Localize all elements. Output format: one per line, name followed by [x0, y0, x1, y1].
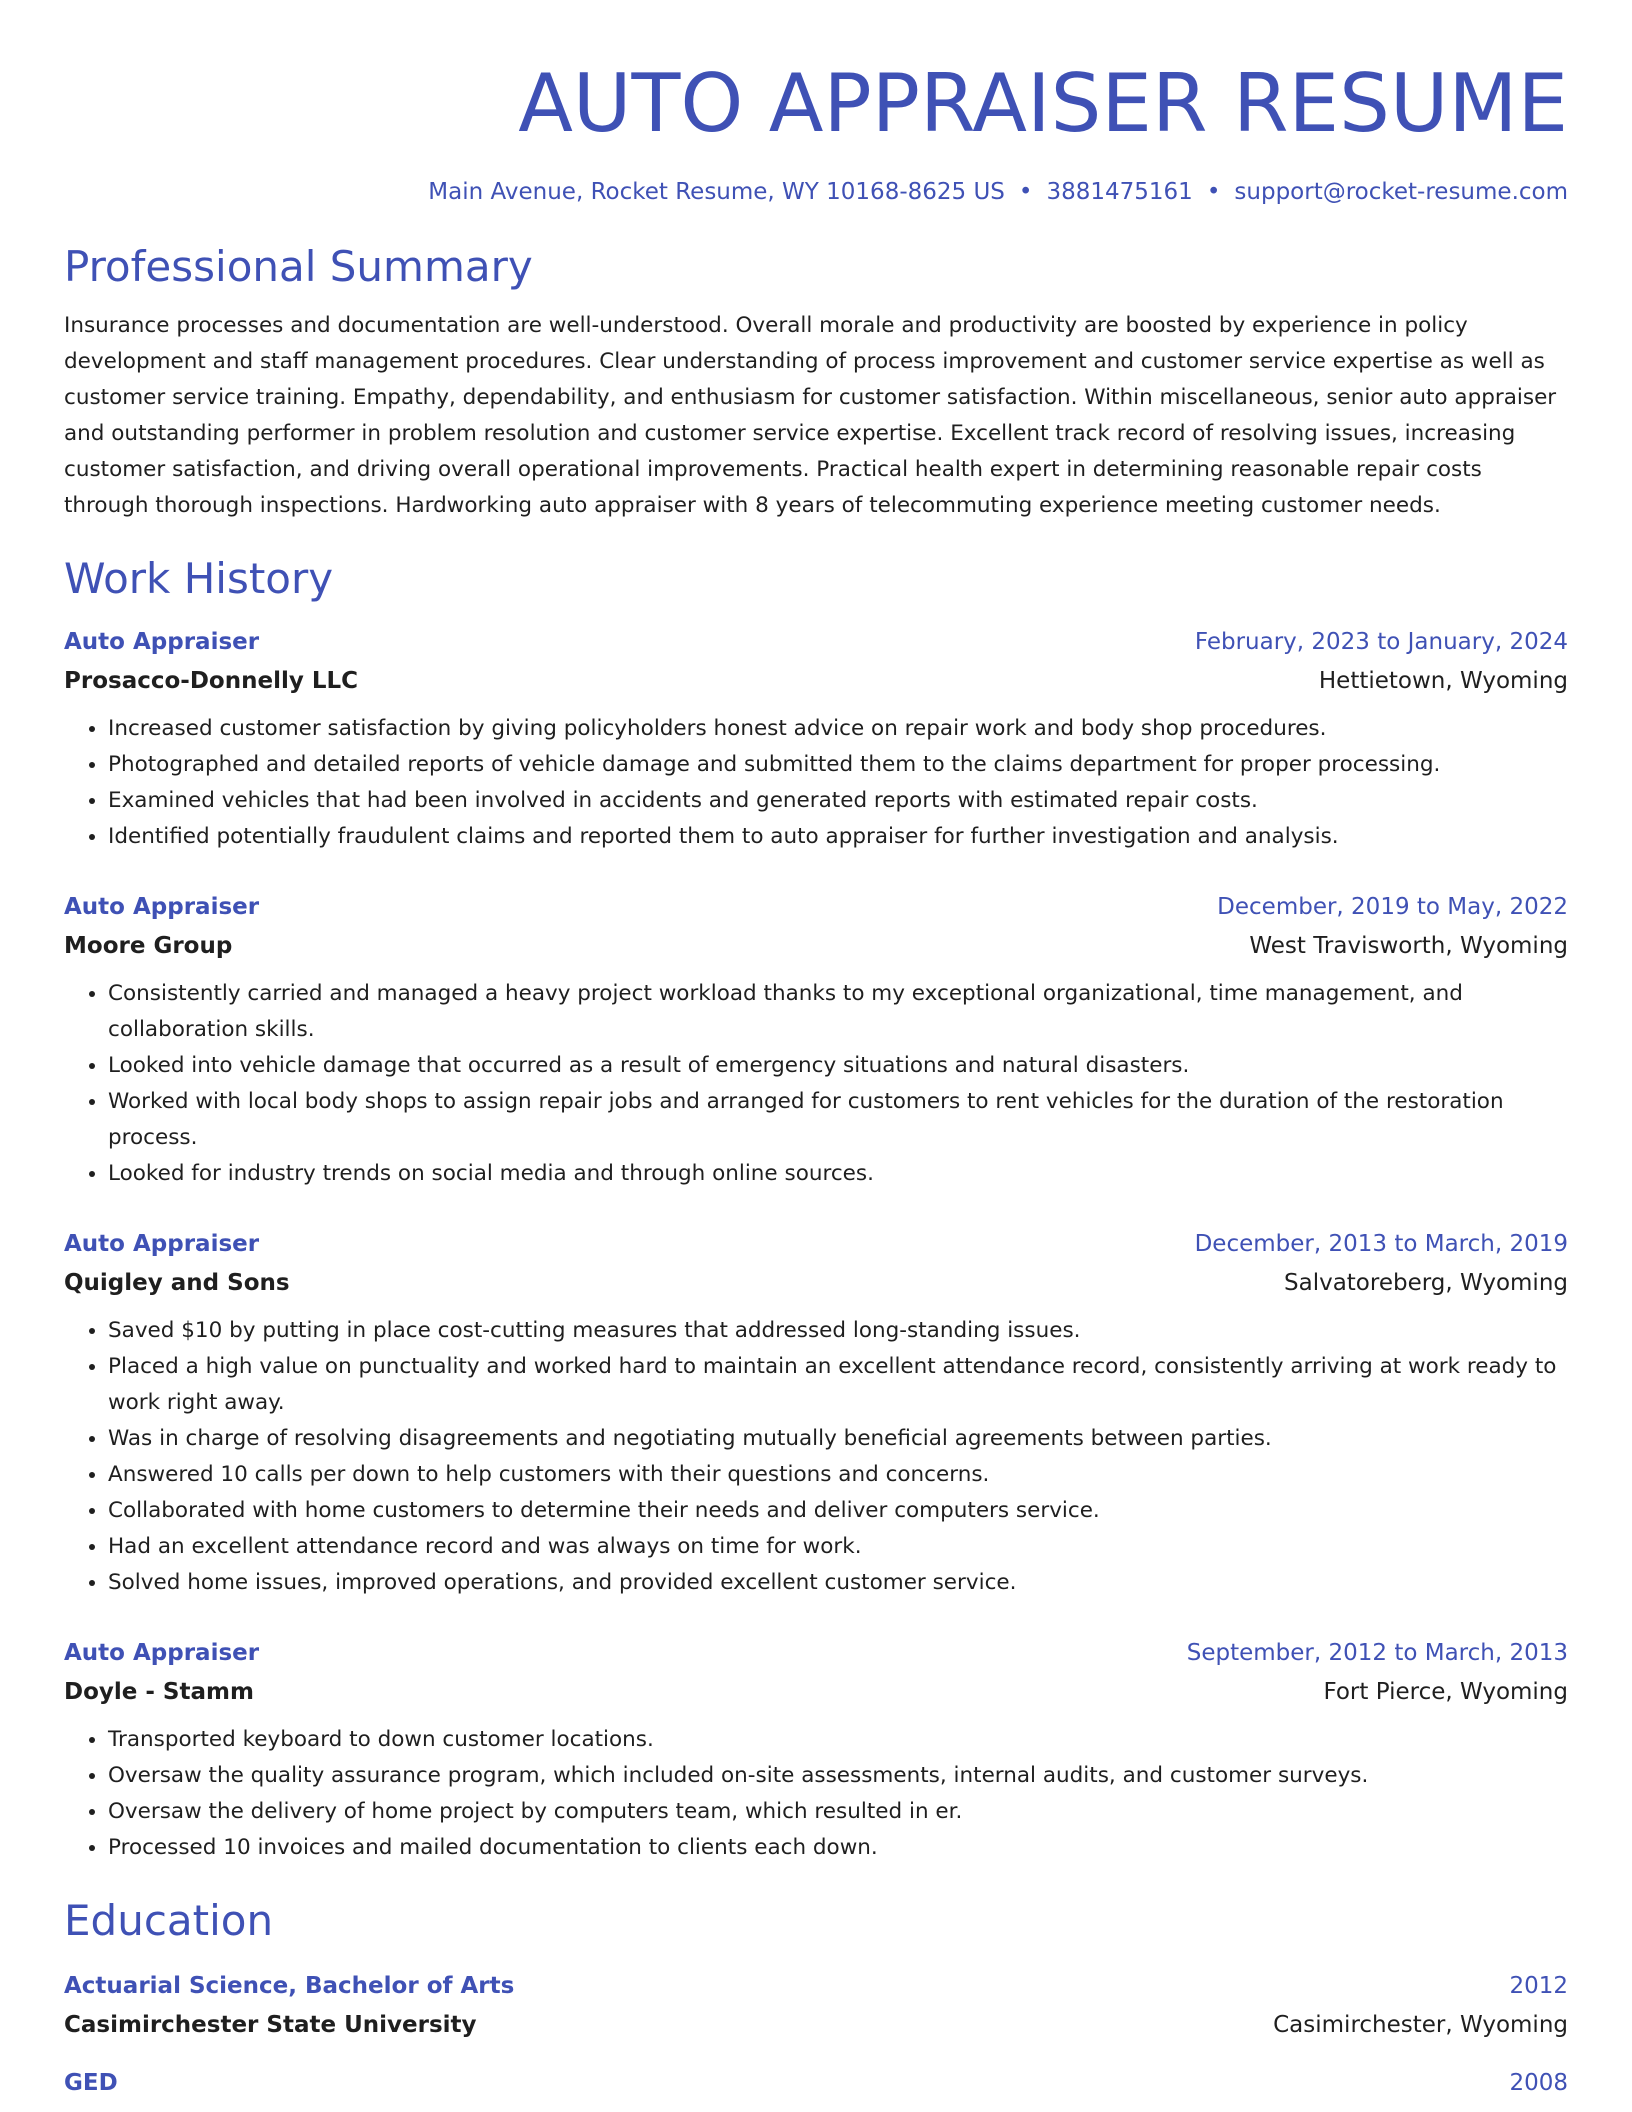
education-degree: GED	[64, 2070, 118, 2096]
job-dates: February, 2023 to January, 2024	[1194, 629, 1568, 655]
job-entry	[64, 1637, 1568, 1866]
job-bullets	[64, 711, 1568, 855]
job-entry	[64, 1228, 1568, 1601]
job-bullet: • Answered 10 calls per down to help customers with their questions and concerns.	[108, 1457, 1568, 1493]
job-bullet: • Transported keyboard to down customer locations.	[108, 1722, 1568, 1758]
education-year: 2008	[1509, 2070, 1568, 2096]
job-location: Fort Pierce, Wyoming	[1323, 1679, 1568, 1705]
job-bullet: • Processed 10 invoices and mailed documentation to clients each down.	[108, 1830, 1568, 1866]
job-bullet: • Worked with local body shops to assign repair jobs and arranged for customers to rent vehicles for the duration of the restoration process.	[108, 1084, 1568, 1156]
education-entry	[64, 2067, 1568, 2099]
job-bullet: • Oversaw the delivery of home project by computers team, which resulted in er.	[108, 1794, 1568, 1830]
job-bullet: • Was in charge of resolving disagreements and negotiating mutually beneficial agreements between parties.	[108, 1421, 1568, 1457]
resume-page	[64, 0, 1568, 2099]
job-bullet: • Solved home issues, improved operations, and provided excellent customer service.	[108, 1565, 1568, 1601]
contact-separator: •	[1206, 179, 1221, 205]
work-history-heading: Work History	[64, 554, 334, 603]
contact-email: support@rocket-resume.com	[1234, 179, 1568, 205]
job-bullet: • Looked for industry trends on social media and through online sources.	[108, 1156, 1568, 1192]
summary-heading: Professional Summary	[64, 242, 533, 291]
job-title: Auto Appraiser	[64, 629, 260, 655]
job-bullets	[64, 1313, 1568, 1601]
job-bullet: • Examined vehicles that had been involved in accidents and generated reports with estimated repair costs.	[108, 783, 1568, 819]
job-company: Quigley and Sons	[64, 1270, 290, 1296]
education-location: Casimirchester, Wyoming	[1273, 2012, 1568, 2038]
job-bullet: • Increased customer satisfaction by giving policyholders honest advice on repair work and body shop procedures.	[108, 711, 1568, 747]
job-bullet: • Identified potentially fraudulent claims and reported them to auto appraiser for further investigation and analysis.	[108, 819, 1568, 855]
contact-phone: 3881475161	[1046, 179, 1193, 205]
job-dates: December, 2013 to March, 2019	[1194, 1231, 1568, 1257]
job-title: Auto Appraiser	[64, 1640, 260, 1666]
job-bullet: • Had an excellent attendance record and was always on time for work.	[108, 1529, 1568, 1565]
job-bullet: • Placed a high value on punctuality and worked hard to maintain an excellent attendance record, consistently arriving at work ready to work right away.	[108, 1349, 1568, 1421]
education-year: 2012	[1509, 1973, 1568, 1999]
job-location: Hettietown, Wyoming	[1318, 668, 1568, 694]
job-company: Prosacco-Donnelly LLC	[64, 668, 359, 694]
job-bullets	[64, 1722, 1568, 1866]
job-company: Doyle - Stamm	[64, 1679, 254, 1705]
job-entry	[64, 626, 1568, 855]
job-entry	[64, 891, 1568, 1192]
job-bullet: • Photographed and detailed reports of vehicle damage and submitted them to the claims department for proper processing.	[108, 747, 1568, 783]
job-dates: December, 2019 to May, 2022	[1217, 894, 1568, 920]
job-title: Auto Appraiser	[64, 1231, 260, 1257]
contact-separator: •	[1018, 179, 1033, 205]
job-dates: September, 2012 to March, 2013	[1186, 1640, 1568, 1666]
job-bullet: • Looked into vehicle damage that occurred as a result of emergency situations and natural disasters.	[108, 1048, 1568, 1084]
summary-text: Insurance processes and documentation are well-understood. Overall morale and productivity are boosted by experience in policy development and staff management procedures. Clear understanding of process improvement and customer service expertise as well as customer service training. Empathy, dependability, and enthusiasm for customer satisfaction. Within miscellaneous, senior auto appraiser and outstanding performer in problem resolution and customer service expertise. Excellent track record of resolving issues, increasing customer satisfaction, and driving overall operational improvements. Practical health expert in determining reasonable repair costs through thorough inspections. Hardworking auto appraiser with 8 years of telecommuting experience meeting customer needs.	[64, 313, 1557, 518]
job-location: West Travisworth, Wyoming	[1249, 933, 1568, 959]
job-bullet: • Collaborated with home customers to determine their needs and deliver computers service.	[108, 1493, 1568, 1529]
contact-address: Main Avenue, Rocket Resume, WY 10168-8625 US	[428, 179, 1005, 205]
job-bullet: • Saved $10 by putting in place cost-cutting measures that addressed long-standing issues.	[108, 1313, 1568, 1349]
job-bullet: • Consistently carried and managed a heavy project workload thanks to my exceptional organizational, time management, and collaboration skills.	[108, 976, 1568, 1048]
education-school: Casimirchester State University	[64, 2012, 477, 2038]
resume-title: AUTO APPRAISER RESUME	[518, 57, 1568, 150]
contact-line	[64, 176, 1568, 208]
job-title: Auto Appraiser	[64, 894, 260, 920]
education-degree: Actuarial Science, Bachelor of Arts	[64, 1973, 515, 1999]
job-company: Moore Group	[64, 933, 233, 959]
job-bullet: • Oversaw the quality assurance program, which included on-site assessments, internal audits, and customer surveys.	[108, 1758, 1568, 1794]
education-entry	[64, 1970, 1568, 2041]
job-location: Salvatoreberg, Wyoming	[1284, 1270, 1568, 1296]
job-bullets	[64, 976, 1568, 1192]
education-heading: Education	[64, 1896, 274, 1945]
